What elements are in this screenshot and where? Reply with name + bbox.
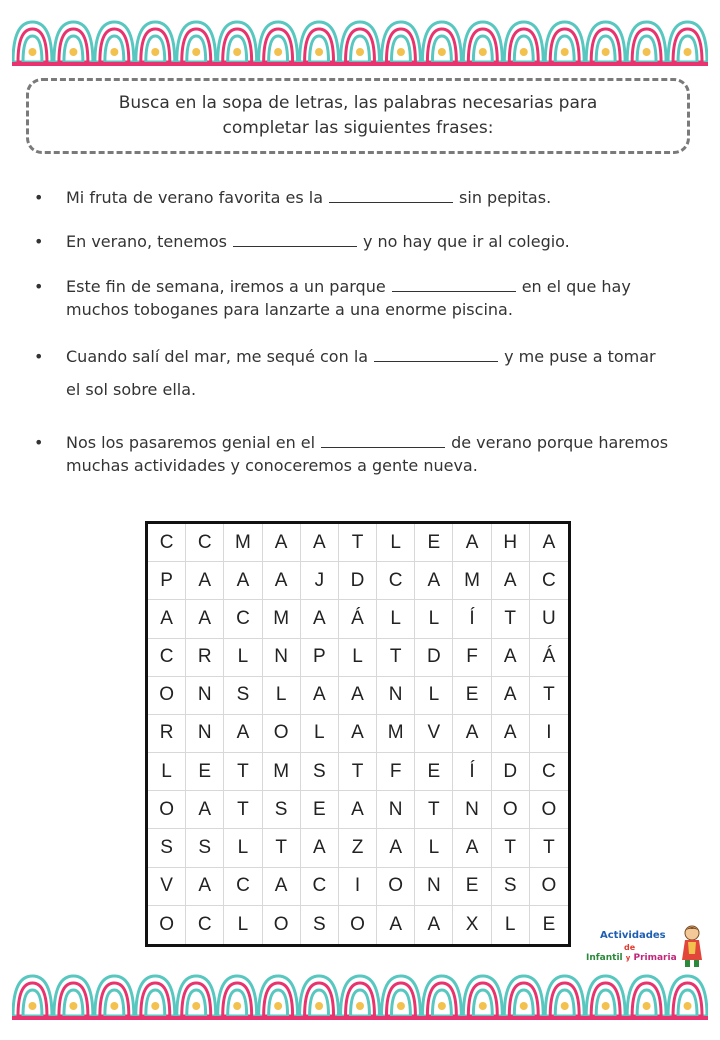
grid-cell: C [301,868,339,906]
grid-cell: M [263,753,301,791]
grid-cell: L [415,677,453,715]
instruction-text [119,91,598,141]
grid-cell: Á [530,639,568,677]
border-scallop [504,976,543,1016]
grid-cell: N [415,868,453,906]
grid-cell: V [415,715,453,753]
grid-cell: Í [453,600,491,638]
grid-cell: A [186,791,224,829]
grid-cell: A [263,524,301,562]
bullet-icon: • [34,232,44,251]
grid-cell: T [492,829,530,867]
grid-cell: Í [453,753,491,791]
grid-cell: A [377,906,415,944]
bullet-icon: • [34,347,44,366]
border-scallop [422,976,461,1016]
instruction-line-2: completar las siguientes frases: [222,118,494,138]
grid-cell: N [263,639,301,677]
grid-cell: J [301,562,339,600]
grid-cell: E [542,913,556,935]
grid-cell: S [301,753,339,791]
grid-cell: O [148,791,186,829]
grid-cell: A [415,906,453,944]
grid-cell: C [186,906,224,944]
border-scallop [177,976,216,1016]
grid-cell: O [492,791,530,829]
word-search-grid [145,521,571,947]
sentence-after: de verano porque haremos muchas actividades y conoceremos a gente nueva. [66,433,669,475]
grid-cell: C [377,562,415,600]
sentence-text [66,186,672,209]
grid-cell: L [148,753,186,791]
grid-cell: A [492,639,530,677]
grid-cell: M [263,600,301,638]
border-scallop [13,22,52,62]
grid-cell: T [224,753,262,791]
sentence-before: Este fin de semana, iremos a un parque [66,277,386,296]
border-scallop [545,976,584,1016]
border-scallop [218,22,257,62]
grid-cell: A [186,562,224,600]
sentence-text [66,340,672,406]
grid-cell: A [492,677,530,715]
answer-blank[interactable] [392,277,516,292]
grid-cell: C [530,562,568,600]
brand-logo [582,922,712,970]
grid-cell: A [301,524,339,562]
grid-cell: C [148,639,186,677]
grid-cell: P [148,562,186,600]
border-scallop [341,22,380,62]
grid-cell: A [339,791,377,829]
sentence-before: En verano, tenemos [66,232,227,251]
bullet-icon: • [34,188,44,207]
grid-cell: T [339,524,377,562]
decorative-border-bottom [12,972,708,1022]
grid-cell: E [415,753,453,791]
grid-cell: T [224,791,262,829]
grid-cell: A [492,562,530,600]
border-scallop [300,22,339,62]
border-scallop [381,976,420,1016]
border-scallop [136,22,175,62]
border-scallop [545,22,584,62]
border-scallop [627,976,666,1016]
decorative-border-top [12,18,708,68]
logo-line-3 [586,953,677,963]
border-scallop [218,976,257,1016]
grid-cell: A [224,562,262,600]
border-scallop [586,976,625,1016]
grid-cell: P [301,639,339,677]
border-scallop [300,976,339,1016]
grid-cell: A [377,829,415,867]
answer-blank[interactable] [329,188,453,203]
grid-cell: F [453,639,491,677]
grid-cell: R [148,715,186,753]
border-scallop [668,976,707,1016]
grid-cell: T [377,639,415,677]
grid-cell: A [186,600,224,638]
grid-cell: A [263,562,301,600]
grid-cell: A [301,677,339,715]
answer-blank[interactable] [321,433,445,448]
grid-cell: U [530,600,568,638]
grid-cell: S [492,868,530,906]
grid-cell: M [453,562,491,600]
grid-cell: C [186,524,224,562]
answer-blank[interactable] [233,232,357,247]
grid-cell: L [377,524,415,562]
grid-cell: L [377,600,415,638]
grid-cell: O [263,906,301,944]
grid-cell: N [453,791,491,829]
sentence-text [66,230,672,253]
grid-cell: E [453,868,491,906]
grid-cell: N [377,677,415,715]
border-scallop [422,22,461,62]
grid-cell: A [530,524,568,562]
sentence-after: y me puse a tomar el sol sobre ella. [66,347,656,399]
grid-cell: S [186,829,224,867]
border-scallop [341,976,380,1016]
border-scallop [13,976,52,1016]
grid-cell: Z [339,829,377,867]
grid-cell: A [453,524,491,562]
logo-word-primaria: Primaria [633,953,677,963]
grid-cell: I [339,868,377,906]
grid-cell: A [148,600,186,638]
grid-cell: D [415,639,453,677]
grid-cell: L [224,906,262,944]
sentence-text [66,275,672,321]
sentence-after: y no hay que ir al colegio. [362,232,570,251]
grid-cell: S [148,829,186,867]
grid-cell: A [301,600,339,638]
grid-cell: O [263,715,301,753]
grid-cell: M [224,524,262,562]
border-scallop [586,22,625,62]
border-scallop [95,22,134,62]
answer-blank[interactable] [374,347,498,362]
grid-cell: C [224,868,262,906]
grid-cell: A [492,715,530,753]
border-scallop [177,22,216,62]
border-scallop [259,22,298,62]
grid-cell: H [492,524,530,562]
grid-cell: T [530,829,568,867]
grid-cell: X [453,906,491,944]
border-scallop [668,22,707,62]
grid-cell: L [415,829,453,867]
grid-cell: T [530,677,568,715]
grid-cell: C [224,600,262,638]
grid-cell: V [148,868,186,906]
grid-cell: O [530,791,568,829]
logo-word-infantil: Infantil [586,953,623,963]
grid-cell: C [148,524,186,562]
grid-cell: R [186,639,224,677]
grid-cell: O [148,906,186,944]
grid-cell: E [186,753,224,791]
grid-cell: E [415,524,453,562]
grid-cell: O [339,906,377,944]
grid-cell: O [530,868,568,906]
logo-word-y: y [625,954,631,962]
grid-cell: L [263,677,301,715]
sentence-before: Mi fruta de verano favorita es la [66,188,324,207]
grid-cell: O [377,868,415,906]
grid-cell: A [186,868,224,906]
border-scallop [54,976,93,1016]
sentence-before: Cuando salí del mar, me sequé con la [66,347,369,366]
grid-cell: E [453,677,491,715]
border-scallop [95,976,134,1016]
grid-cell: A [453,715,491,753]
grid-cell: A [224,715,262,753]
bullet-icon: • [34,277,44,296]
border-scallop [627,22,666,62]
grid-cell: A [415,562,453,600]
grid-cell: N [186,677,224,715]
grid-cell: C [530,753,568,791]
child-mascot-icon [678,924,706,968]
grid-cell: M [377,715,415,753]
border-scallop [259,976,298,1016]
bullet-icon: • [34,433,44,452]
border-scallop [463,22,502,62]
instruction-box [26,78,690,154]
grid-cell: L [224,829,262,867]
grid-cell: S [224,677,262,715]
grid-cell: L [415,600,453,638]
grid-cell: L [339,639,377,677]
grid-cell: T [415,791,453,829]
grid-cell: A [339,715,377,753]
border-scallop [504,22,543,62]
grid-cell: F [377,753,415,791]
grid-cell: I [530,715,568,753]
grid-cell: S [301,906,339,944]
logo-line-2: de [624,943,636,952]
grid-cell: A [263,868,301,906]
grid-cell: A [301,829,339,867]
grid-cell: N [377,791,415,829]
grid-cell: T [339,753,377,791]
grid-cell: L [301,715,339,753]
instruction-line-1: Busca en la sopa de letras, las palabras necesarias para [118,93,598,113]
grid-cell: E [301,791,339,829]
grid-cell: S [263,791,301,829]
grid-cell: L [492,906,530,944]
grid-cell: O [148,677,186,715]
border-scallop [54,22,93,62]
grid-cell: Á [339,600,377,638]
sentence-after: en el que hay muchos toboganes para lanzarte a una enorme piscina. [66,277,631,319]
border-scallop [463,976,502,1016]
sentence-before: Nos los pasaremos genial en el [66,433,316,452]
grid-cell: T [263,829,301,867]
grid-cell: L [224,639,262,677]
grid-cell: D [339,562,377,600]
border-scallop [381,22,420,62]
sentence-after: sin pepitas. [459,188,552,207]
grid-cell: T [492,600,530,638]
sentence-text [66,431,672,477]
logo-line-1: Actividades [600,930,666,941]
grid-cell: N [186,715,224,753]
grid-cell: D [492,753,530,791]
grid-cell: A [339,677,377,715]
grid-cell: A [453,829,491,867]
border-scallop [136,976,175,1016]
